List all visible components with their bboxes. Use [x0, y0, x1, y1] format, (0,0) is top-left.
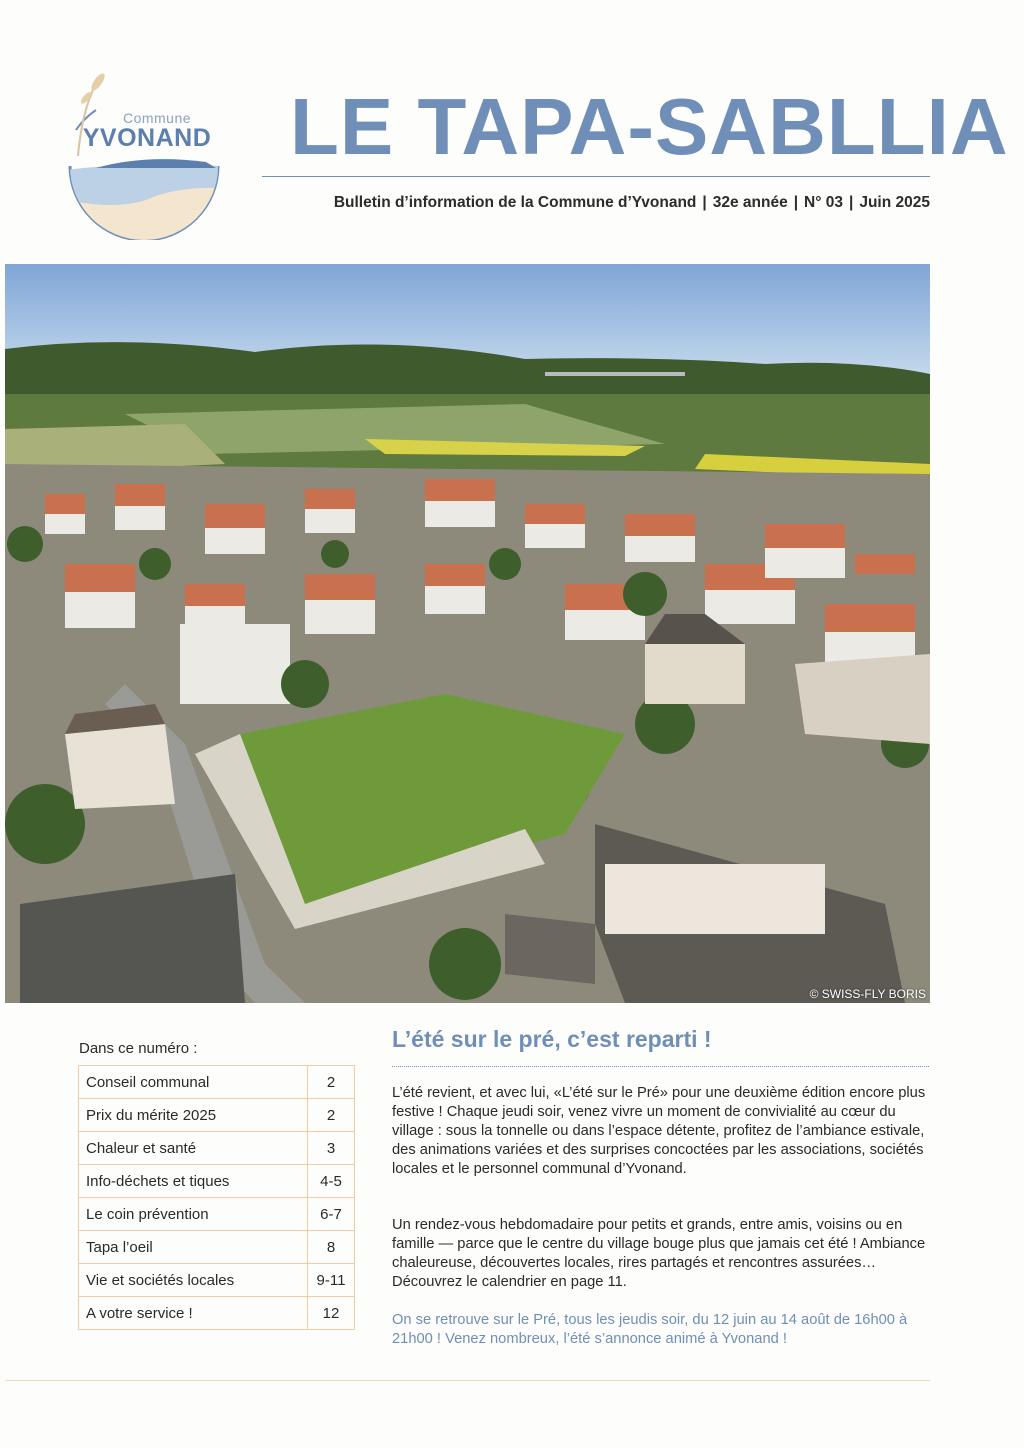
toc-item-page: 4-5 [308, 1165, 355, 1198]
newsletter-title: LE TAPA-SABLLIA [290, 82, 1009, 171]
toc-item-label: Le coin prévention [79, 1198, 308, 1231]
photo-credit: © SWISS-FLY BORIS [809, 987, 926, 1001]
toc-item-page: 6-7 [308, 1198, 355, 1231]
article-title: L’été sur le pré, c’est reparti ! [392, 1026, 712, 1052]
toc-heading: Dans ce numéro : [79, 1040, 198, 1057]
toc-item-label: Info-déchets et tiques [79, 1165, 308, 1198]
masthead-subtitle: Bulletin d’information de la Commune d’Yvonand | 32e année | N° 03 | Juin 2025 [333, 194, 930, 211]
toc-item-label: Prix du mérite 2025 [79, 1099, 308, 1132]
toc-row [79, 1099, 355, 1132]
logo-emblem-icon [56, 70, 234, 240]
toc-item-page: 3 [308, 1132, 355, 1165]
toc-table [78, 1065, 355, 1330]
subtitle-year: 32e année [712, 194, 788, 211]
toc-item-label: Vie et sociétés locales [79, 1264, 308, 1297]
toc-row [79, 1066, 355, 1099]
article-paragraph-2: Un rendez-vous hebdomadaire pour petits et grands, entre amis, voisins ou en famille — parce que le centre du village bouge plus que jamais cet été ! Ambiance chaleureuse, découvertes locales, rires partagés et rencontres assurées… Découvrez le calendrier en page 11. [392, 1217, 926, 1290]
cover-photo [5, 264, 930, 1003]
masthead-divider [262, 176, 930, 177]
subtitle-issue: N° 03 [804, 194, 843, 211]
logo-commune-name: YVONAND [82, 124, 212, 152]
aerial-village-image [5, 264, 930, 1003]
toc-item-label: Tapa l’oeil [79, 1231, 308, 1264]
toc-row [79, 1297, 355, 1330]
subtitle-publication: Bulletin d’information de la Commune d’Yvonand [333, 194, 697, 211]
toc-item-page: 12 [308, 1297, 355, 1330]
toc-row [79, 1132, 355, 1165]
article-highlight: On se retrouve sur le Pré, tous les jeudis soir, du 12 juin au 14 août de 16h00 à 21h00 ! Venez nombreux, l’été s’annonce animé à Yvonand ! [392, 1312, 908, 1347]
toc-item-label: A votre service ! [79, 1297, 308, 1330]
toc-item-page: 8 [308, 1231, 355, 1264]
toc-row [79, 1231, 355, 1264]
article-paragraph-1: L’été revient, et avec lui, «L’été sur le Pré» pour une deuxième édition encore plus festive ! Chaque jeudi soir, venez vivre un moment de convivialité au cœur du village : sous la tonnelle ou dans l’espace détente, profitez de l’ambiance estivale, des animations variées et des surprises concoctées par les associations, sociétés locales et le personnel communal d’Yvonand. [392, 1085, 926, 1177]
toc-row [79, 1264, 355, 1297]
toc-item-page: 2 [308, 1099, 355, 1132]
toc-row [79, 1165, 355, 1198]
toc-item-label: Chaleur et santé [79, 1132, 308, 1165]
footer-divider [5, 1380, 930, 1381]
commune-logo [56, 70, 234, 240]
article-title-divider [392, 1066, 929, 1067]
logo-commune-text: Commune [122, 110, 192, 126]
toc-item-label: Conseil communal [79, 1066, 308, 1099]
subtitle-date: Juin 2025 [859, 194, 930, 211]
toc-item-page: 9-11 [308, 1264, 355, 1297]
toc-row [79, 1198, 355, 1231]
toc-item-page: 2 [308, 1066, 355, 1099]
